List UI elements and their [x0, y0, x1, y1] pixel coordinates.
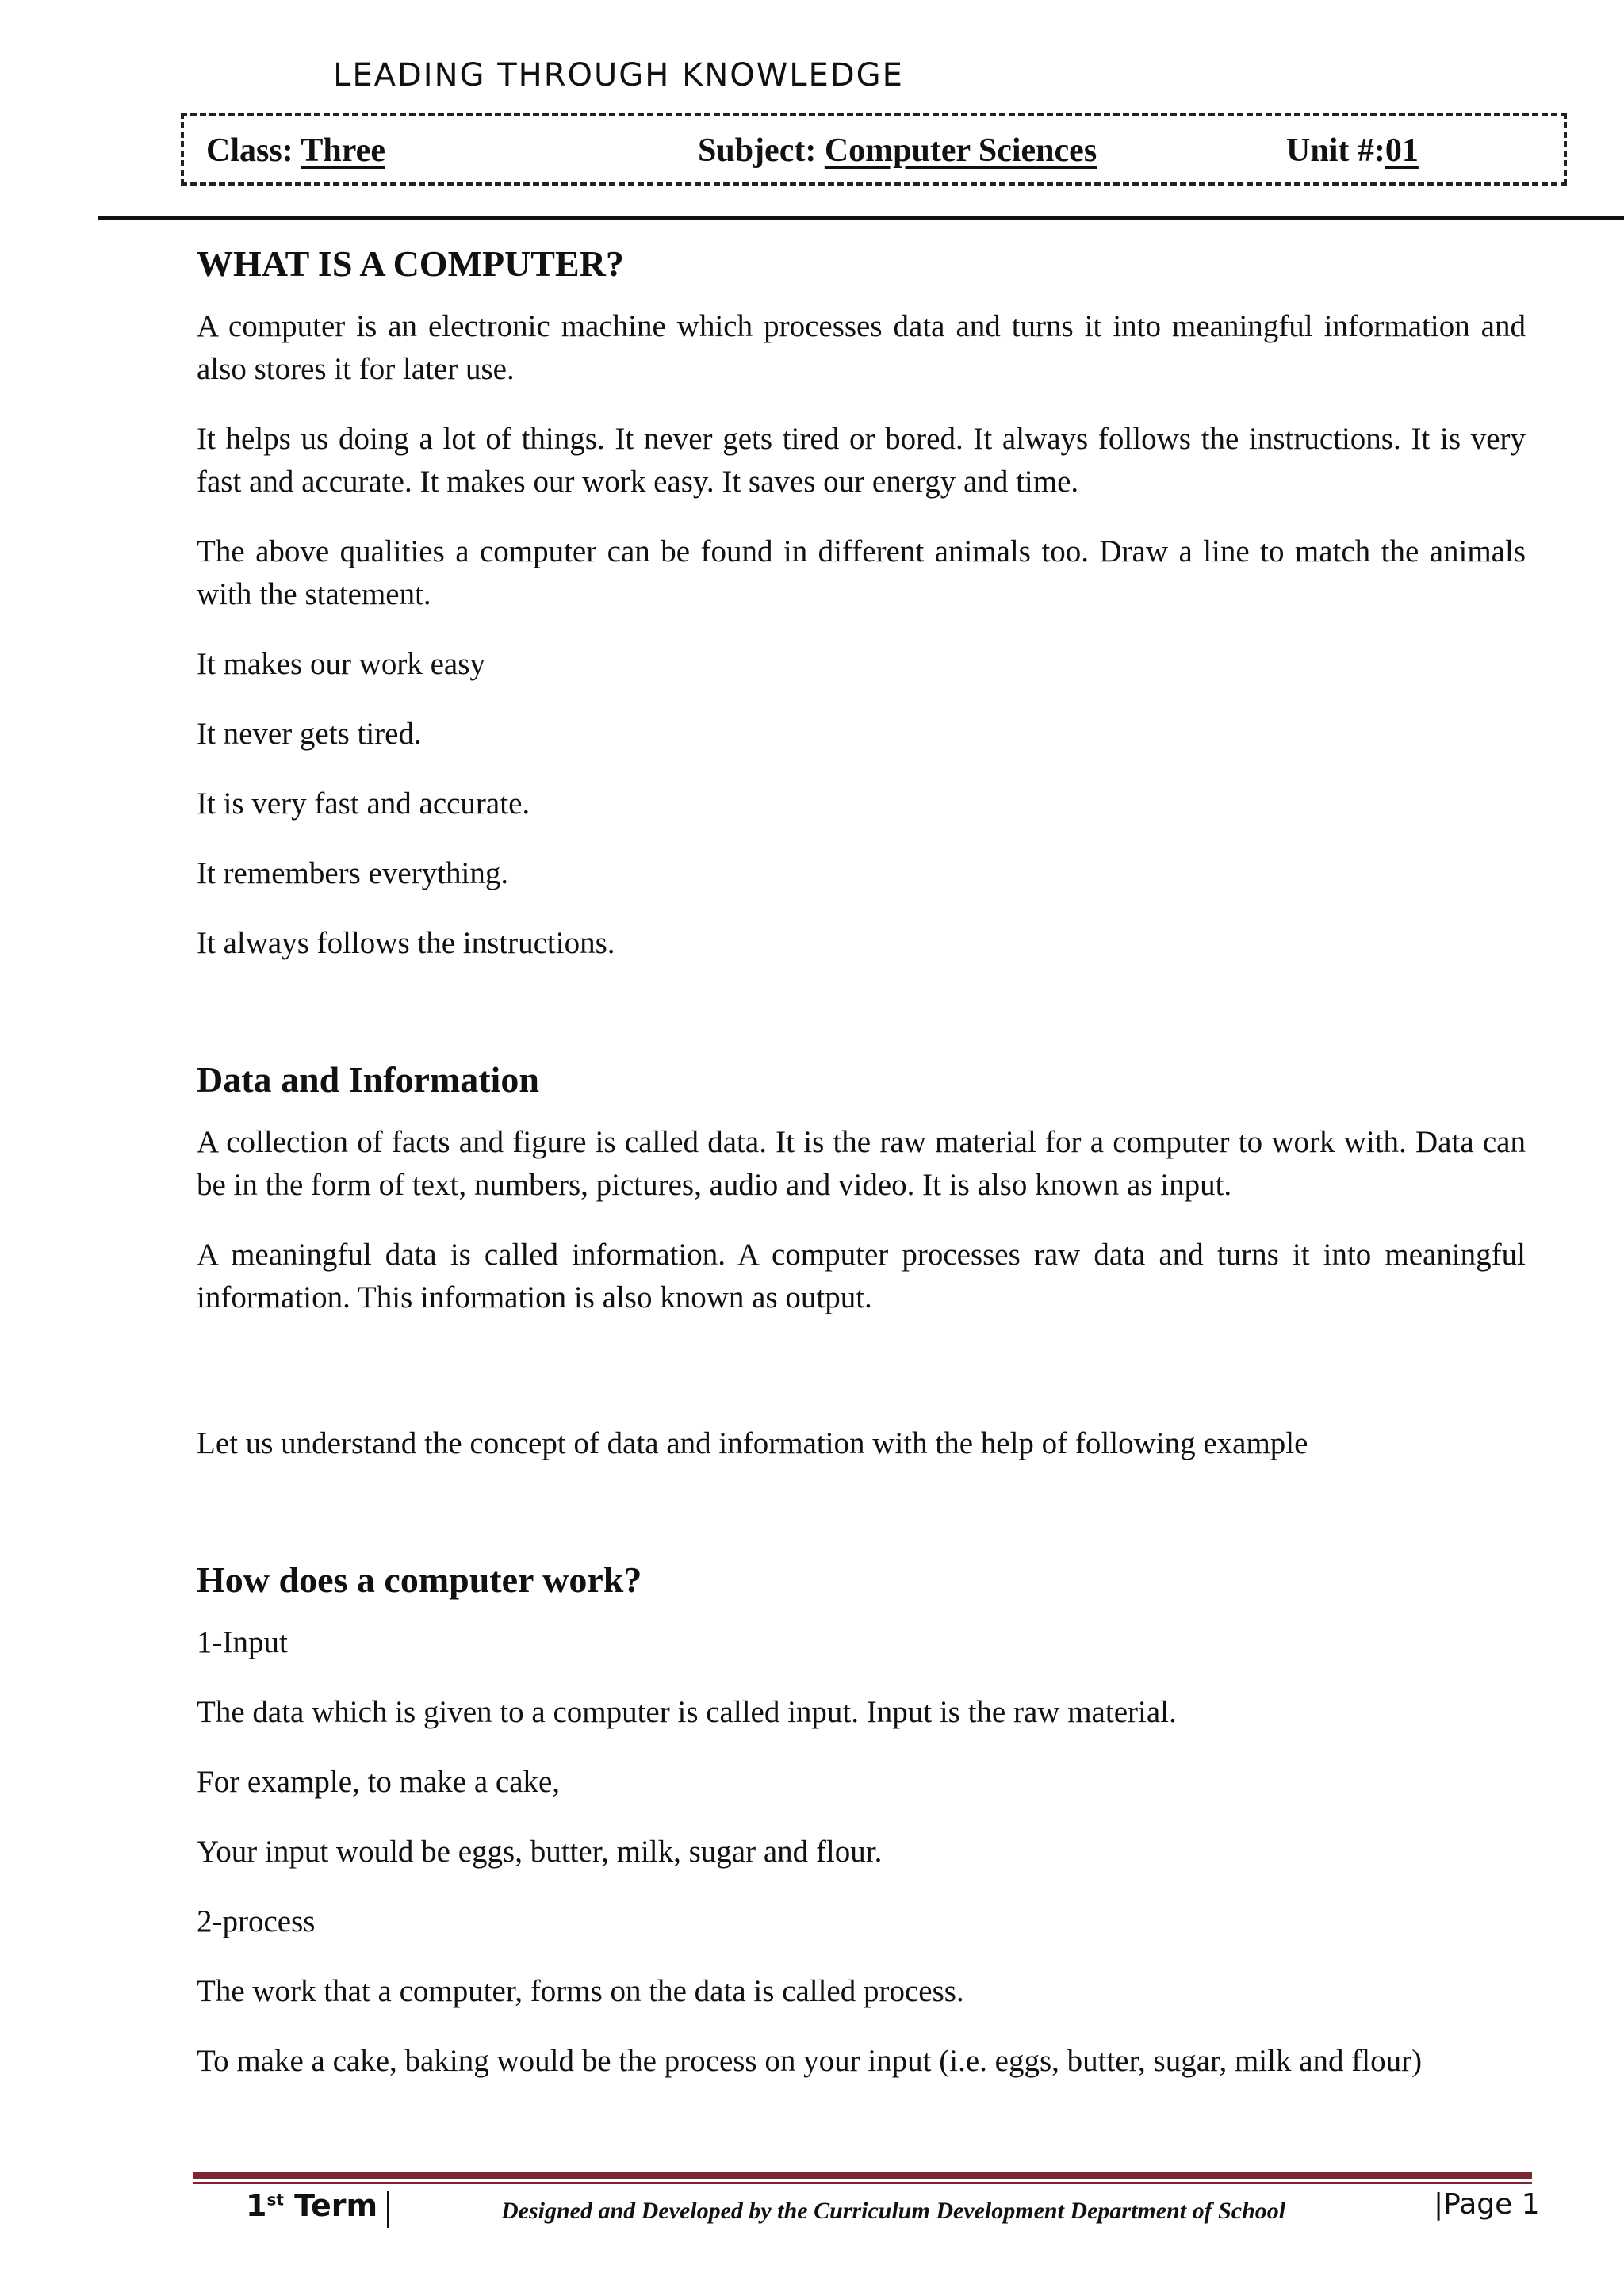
banner-title: LEADING THROUGH KNOWLEDGE [333, 57, 904, 94]
line-item: 1-Input [197, 1625, 288, 1659]
header-info-box [181, 113, 1567, 186]
footer-divider [193, 2172, 1532, 2179]
paragraph: It helps us doing a lot of things. It never gets tired or bored. It always follows the instructions. It is very fast and accurate. It makes our work easy. It saves our energy and time. [197, 422, 1526, 499]
paragraph: The above qualities a computer can be found in different animals too. Draw a line to match the animals with the statement. [197, 534, 1526, 611]
subject-field [698, 132, 1097, 170]
footer-credit: Designed and Developed by the Curriculum Development Department of School [501, 2198, 1286, 2224]
paragraph: A meaningful data is called information. A computer processes raw data and turns it into meaningful information. This information is also known as output. [197, 1238, 1526, 1314]
subject-label: Subject: [698, 132, 825, 169]
heading-how-computer-works: How does a computer work? [197, 1559, 642, 1600]
statement-item: It is very fast and accurate. [197, 786, 530, 821]
line-item: Your input would be eggs, butter, milk, sugar and flour. [197, 1835, 883, 1869]
paragraph: Let us understand the concept of data and information with the help of following example [197, 1426, 1308, 1460]
statement-item: It remembers everything. [197, 856, 509, 890]
term-number: 1 [246, 2188, 267, 2223]
statement-item: It makes our work easy [197, 647, 485, 681]
footer-term [246, 2188, 377, 2223]
paragraph: A collection of facts and figure is called data. It is the raw material for a computer to work with. Data can be in the form of text, numbers, pictures, audio and video. It is also known as input. [197, 1125, 1526, 1202]
header-divider [98, 216, 1624, 220]
unit-value: 01 [1385, 132, 1419, 169]
heading-data-information: Data and Information [197, 1059, 539, 1100]
page-content [197, 238, 1526, 2110]
line-item: The data which is given to a computer is called input. Input is the raw material. [197, 1695, 1177, 1729]
statement-item: It never gets tired. [197, 717, 422, 751]
term-word: Term [283, 2188, 378, 2223]
line-item: To make a cake, baking would be the process on your input (i.e. eggs, butter, sugar, milk and flour) [197, 2044, 1423, 2078]
page-number: |Page 1 [1434, 2188, 1540, 2221]
footer-divider-thin [193, 2182, 1532, 2184]
line-item: For example, to make a cake, [197, 1765, 561, 1799]
footer-separator [387, 2191, 389, 2228]
class-field [206, 132, 385, 170]
statement-item: It always follows the instructions. [197, 926, 615, 960]
term-suffix: st [266, 2190, 284, 2210]
class-value: Three [301, 132, 385, 169]
heading-what-is-computer: WHAT IS A COMPUTER? [197, 243, 624, 284]
class-label: Class: [206, 132, 301, 169]
line-item: 2-process [197, 1904, 316, 1938]
subject-value: Computer Sciences [824, 132, 1097, 169]
paragraph: A computer is an electronic machine which processes data and turns it into meaningful information and also stores it for later use. [197, 309, 1526, 386]
unit-field [1286, 132, 1419, 170]
line-item: The work that a computer, forms on the data is called process. [197, 1974, 964, 2008]
unit-label: Unit #: [1286, 132, 1385, 169]
